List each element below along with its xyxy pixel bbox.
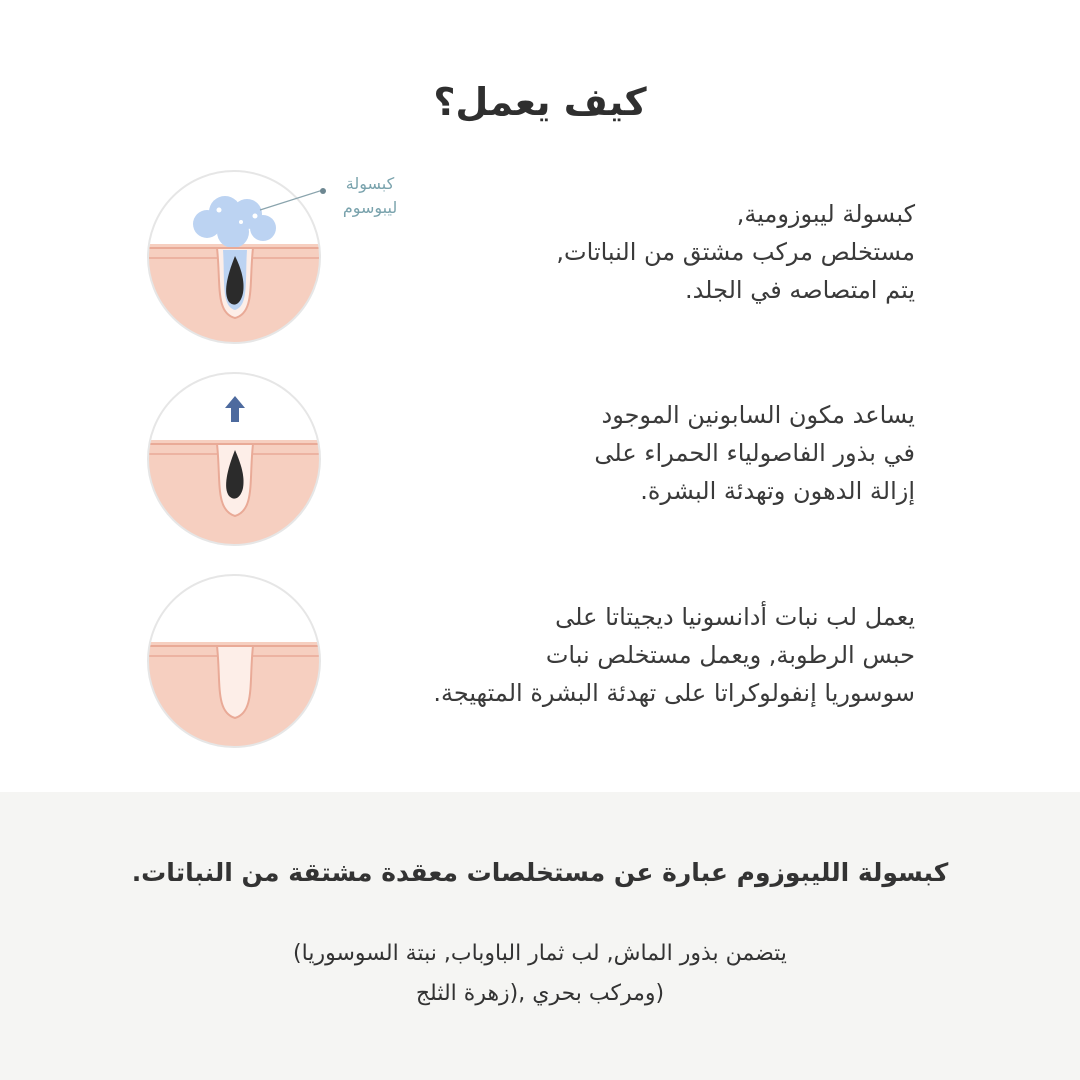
ingredients-body: يتضمن بذور الماش, لب ثمار الباوباب, نبتة السوسوريا) (ومركب بحري ,(زهرة الثلج xyxy=(293,941,787,1006)
step-2-illustration xyxy=(145,370,323,548)
step-3-text: يعمل لب نبات أدانسونيا ديجيتاتا على حبس الرطوبة, ويعمل مستخلص نبات سوسوريا إنفولوكراتا على تهدئة البشرة المتهيجة. xyxy=(433,603,915,707)
step-3-illustration xyxy=(145,572,323,750)
capsule-label: كبسولة ليبوسوم xyxy=(342,174,398,217)
step-2-text: يساعد مكون السابونين الموجود في بذور الفاصولياء الحمراء على إزالة الدهون وتهدئة البشرة. xyxy=(594,401,915,505)
page-title: كيف يعمل؟ xyxy=(433,80,647,124)
ingredients-heading: كبسولة الليبوزوم عبارة عن مستخلصات معقدة مشتقة من النباتات. xyxy=(131,858,949,887)
step-1-illustration xyxy=(145,168,323,346)
step-1-text: كبسولة ليبوزومية, مستخلص مركب مشتق من النباتات, يتم امتصاصه في الجلد. xyxy=(556,200,915,304)
